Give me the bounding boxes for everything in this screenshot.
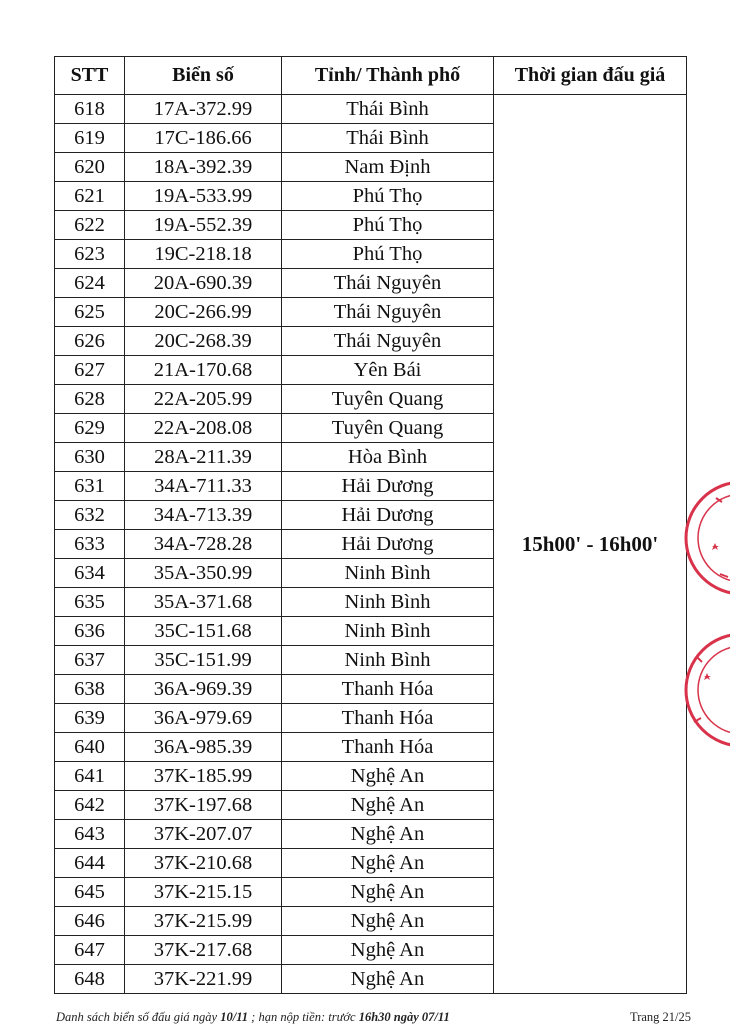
table-row	[55, 95, 687, 124]
cell-plate: 18A-392.39	[125, 153, 282, 182]
cell-plate: 35A-350.99	[125, 559, 282, 588]
cell-plate: 36A-985.39	[125, 733, 282, 762]
cell-plate: 35C-151.68	[125, 617, 282, 646]
red-seal-stamp-icon	[676, 630, 730, 750]
cell-plate: 35C-151.99	[125, 646, 282, 675]
cell-plate: 21A-170.68	[125, 356, 282, 385]
cell-province: Nghệ An	[282, 878, 494, 907]
footer-prefix: Danh sách biển số đấu giá ngày	[56, 1010, 221, 1024]
header-stt: STT	[55, 57, 125, 95]
cell-province: Phú Thọ	[282, 240, 494, 269]
cell-stt: 637	[55, 646, 125, 675]
cell-stt: 642	[55, 791, 125, 820]
cell-province: Nam Định	[282, 153, 494, 182]
table-body	[55, 95, 687, 994]
cell-province: Ninh Bình	[282, 646, 494, 675]
cell-plate: 37K-221.99	[125, 965, 282, 994]
cell-plate: 36A-969.39	[125, 675, 282, 704]
cell-plate: 37K-207.07	[125, 820, 282, 849]
cell-stt: 633	[55, 530, 125, 559]
cell-plate: 20C-268.39	[125, 327, 282, 356]
cell-plate: 37K-217.68	[125, 936, 282, 965]
cell-province: Nghệ An	[282, 936, 494, 965]
cell-province: Thanh Hóa	[282, 675, 494, 704]
cell-stt: 618	[55, 95, 125, 124]
cell-province: Thanh Hóa	[282, 704, 494, 733]
cell-plate: 34A-728.28	[125, 530, 282, 559]
cell-stt: 631	[55, 472, 125, 501]
cell-stt: 623	[55, 240, 125, 269]
cell-plate: 22A-205.99	[125, 385, 282, 414]
cell-stt: 643	[55, 820, 125, 849]
cell-province: Thái Nguyên	[282, 269, 494, 298]
cell-plate: 34A-713.39	[125, 501, 282, 530]
cell-province: Ninh Bình	[282, 588, 494, 617]
cell-stt: 647	[55, 936, 125, 965]
cell-stt: 632	[55, 501, 125, 530]
cell-province: Nghệ An	[282, 791, 494, 820]
cell-plate: 20C-266.99	[125, 298, 282, 327]
cell-plate: 19A-533.99	[125, 182, 282, 211]
cell-province: Hải Dương	[282, 501, 494, 530]
cell-stt: 626	[55, 327, 125, 356]
footer-note	[56, 1010, 450, 1025]
header-plate: Biển số	[125, 57, 282, 95]
cell-stt: 638	[55, 675, 125, 704]
cell-stt: 620	[55, 153, 125, 182]
cell-stt: 622	[55, 211, 125, 240]
cell-stt: 619	[55, 124, 125, 153]
cell-province: Nghệ An	[282, 820, 494, 849]
cell-stt: 645	[55, 878, 125, 907]
cell-stt: 639	[55, 704, 125, 733]
cell-province: Thái Bình	[282, 124, 494, 153]
cell-stt: 641	[55, 762, 125, 791]
cell-plate: 34A-711.33	[125, 472, 282, 501]
cell-province: Thanh Hóa	[282, 733, 494, 762]
cell-province: Tuyên Quang	[282, 385, 494, 414]
cell-province: Yên Bái	[282, 356, 494, 385]
footer-auction-date: 10/11	[220, 1010, 249, 1024]
cell-province: Hải Dương	[282, 472, 494, 501]
cell-plate: 19C-218.18	[125, 240, 282, 269]
cell-province: Thái Nguyên	[282, 327, 494, 356]
cell-province: Thái Bình	[282, 95, 494, 124]
cell-province: Tuyên Quang	[282, 414, 494, 443]
cell-province: Nghệ An	[282, 965, 494, 994]
cell-plate: 36A-979.69	[125, 704, 282, 733]
cell-province: Ninh Bình	[282, 617, 494, 646]
footer-middle: ; hạn nộp tiền: trước	[248, 1010, 359, 1024]
cell-stt: 640	[55, 733, 125, 762]
cell-province: Hòa Bình	[282, 443, 494, 472]
plate-auction-table	[54, 56, 687, 994]
table-header-row	[55, 57, 687, 95]
cell-plate: 37K-210.68	[125, 849, 282, 878]
footer-deadline: 16h30 ngày 07/11	[358, 1010, 450, 1024]
cell-province: Nghệ An	[282, 762, 494, 791]
cell-stt: 629	[55, 414, 125, 443]
cell-stt: 630	[55, 443, 125, 472]
cell-plate: 37K-197.68	[125, 791, 282, 820]
cell-stt: 636	[55, 617, 125, 646]
cell-stt: 635	[55, 588, 125, 617]
cell-plate: 35A-371.68	[125, 588, 282, 617]
page-number: Trang 21/25	[630, 1010, 692, 1024]
cell-stt: 621	[55, 182, 125, 211]
cell-stt: 625	[55, 298, 125, 327]
cell-stt: 624	[55, 269, 125, 298]
cell-province: Nghệ An	[282, 849, 494, 878]
cell-plate: 17C-186.66	[125, 124, 282, 153]
cell-province: Ninh Bình	[282, 559, 494, 588]
cell-province: Nghệ An	[282, 907, 494, 936]
cell-auction-time: 15h00' - 16h00'	[494, 95, 687, 994]
cell-province: Phú Thọ	[282, 182, 494, 211]
cell-plate: 37K-215.15	[125, 878, 282, 907]
header-province: Tỉnh/ Thành phố	[282, 57, 494, 95]
red-seal-stamp-icon	[676, 478, 730, 598]
cell-province: Thái Nguyên	[282, 298, 494, 327]
cell-plate: 20A-690.39	[125, 269, 282, 298]
cell-province: Phú Thọ	[282, 211, 494, 240]
cell-plate: 22A-208.08	[125, 414, 282, 443]
cell-stt: 628	[55, 385, 125, 414]
cell-stt: 644	[55, 849, 125, 878]
cell-stt: 648	[55, 965, 125, 994]
cell-plate: 19A-552.39	[125, 211, 282, 240]
cell-stt: 634	[55, 559, 125, 588]
cell-plate: 37K-185.99	[125, 762, 282, 791]
cell-province: Hải Dương	[282, 530, 494, 559]
cell-plate: 17A-372.99	[125, 95, 282, 124]
cell-stt: 646	[55, 907, 125, 936]
cell-plate: 28A-211.39	[125, 443, 282, 472]
cell-plate: 37K-215.99	[125, 907, 282, 936]
cell-stt: 627	[55, 356, 125, 385]
header-auction-time: Thời gian đấu giá	[494, 57, 687, 95]
